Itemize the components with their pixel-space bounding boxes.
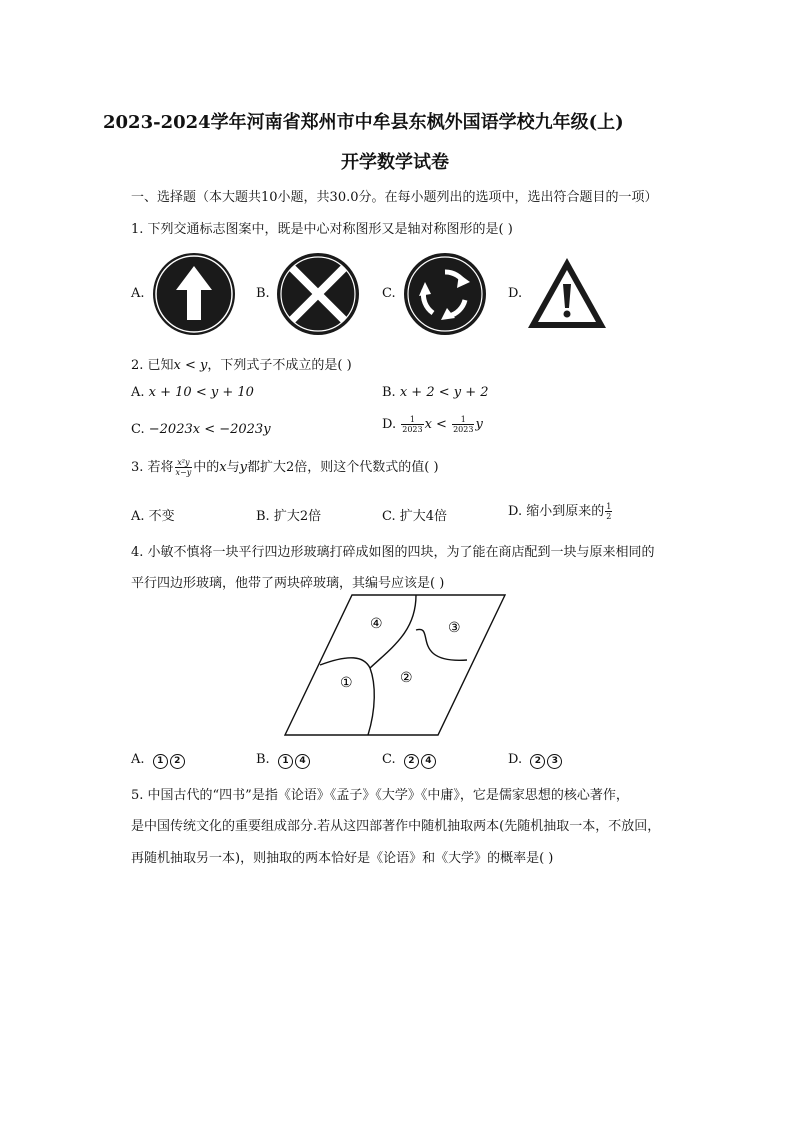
q3-option-d-text: D. 缩小到原来的 xyxy=(508,504,605,519)
q4-option-b-label: B. xyxy=(256,752,270,767)
q2-option-b xyxy=(382,385,489,400)
q4-option-d-circled-2: 3 xyxy=(547,754,562,769)
q2-option-a-text: x + 10 < y + 10 xyxy=(148,385,254,400)
q2-d-den-2: 2023 xyxy=(453,425,474,434)
q4-option-d-circled-1: 2 xyxy=(530,754,545,769)
q4-stem-line1: 4. 小敏不慎将一块平行四边形玻璃打碎成如图的四块，为了能在商店配到一块与原来相同的 xyxy=(131,545,655,560)
q4-option-a xyxy=(131,752,187,769)
parallelogram-outline xyxy=(285,595,505,735)
q5-line2: 是中国传统文化的重要组成部分.若从这四部著作中随机抽取两本(先随机抽取一本，不放回， xyxy=(131,819,661,834)
q2-option-d xyxy=(382,415,483,434)
q3-stem-mid1: 中的 xyxy=(193,460,220,475)
q4-option-d xyxy=(508,752,564,769)
q3-var-x: x xyxy=(219,460,227,475)
q2-stem-math: x < y xyxy=(173,358,208,373)
q2-d-num-1: 1 xyxy=(401,415,423,425)
q3-stem xyxy=(131,456,439,477)
q2-option-c-text: −2023x < −2023y xyxy=(148,422,271,437)
q4-option-b xyxy=(256,752,312,769)
piece-label-3: ③ xyxy=(448,620,461,636)
q2-d-den-1: 2023 xyxy=(402,425,423,434)
q2-option-a xyxy=(131,385,254,400)
q4-option-a-circled-1: 1 xyxy=(153,754,168,769)
q5-line1: 5. 中国古代的“四书”是指《论语》《孟子》《大学》《中庸》，它是儒家思想的核心著作， xyxy=(131,788,629,803)
sign-warning-icon xyxy=(526,256,608,330)
q3-fraction-num: x²y xyxy=(175,458,193,468)
q3-stem-suffix: 都扩大2倍，则这个代数式的值( ) xyxy=(247,460,439,475)
q2-option-a-label: A. xyxy=(131,385,145,400)
q1-option-d-label: D. xyxy=(508,286,523,301)
q3-stem-mid2: 与 xyxy=(226,460,240,475)
q3-d-num: 1 xyxy=(606,502,612,511)
q4-option-c-circled-2: 4 xyxy=(421,754,436,769)
q1-stem: 1. 下列交通标志图案中，既是中心对称图形又是轴对称图形的是( ) xyxy=(131,222,513,237)
q3-d-fraction xyxy=(605,502,612,521)
q3-option-b: B. 扩大2倍 xyxy=(256,509,322,524)
q4-stem-line2: 平行四边形玻璃，他带了两块碎玻璃，其编号应该是( ) xyxy=(131,576,445,591)
piece-label-4: ④ xyxy=(370,616,383,632)
q4-option-c xyxy=(382,752,438,769)
q3-stem-prefix: 3. 若将 xyxy=(131,460,174,475)
q2-d-x: x < xyxy=(424,417,447,432)
q2-d-fraction-2 xyxy=(452,415,474,434)
q4-option-a-circled-2: 2 xyxy=(170,754,185,769)
q2-d-y: y xyxy=(475,417,483,432)
broken-parallelogram-figure xyxy=(284,594,506,736)
q2-option-b-label: B. xyxy=(382,385,396,400)
page-title-line1: 2023-2024学年河南省郑州市中牟县东枫外国语学校九年级(上) xyxy=(103,112,624,133)
piece-label-2: ② xyxy=(400,670,413,686)
piece-label-1: ① xyxy=(340,675,353,691)
q4-option-c-circled-1: 2 xyxy=(404,754,419,769)
q3-option-c: C. 扩大4倍 xyxy=(382,509,448,524)
q1-option-b-label: B. xyxy=(256,286,270,301)
q2-option-b-text: x + 2 < y + 2 xyxy=(399,385,489,400)
q2-option-c-label: C. xyxy=(131,422,145,437)
q5-line3: 再随机抽取另一本)，则抽取的两本恰好是《论语》和《大学》的概率是( ) xyxy=(131,851,554,866)
q1-option-c-label: C. xyxy=(382,286,396,301)
q3-option-d xyxy=(508,500,613,521)
q1-option-a-label: A. xyxy=(131,286,145,301)
q2-stem-prefix: 2. 已知 xyxy=(131,358,174,373)
q2-d-num-2: 1 xyxy=(452,415,474,425)
q3-fraction-den: x−y xyxy=(175,468,192,477)
page-title-line2: 开学数学试卷 xyxy=(341,152,449,173)
q2-stem-suffix: ，下列式子不成立的是( ) xyxy=(207,358,352,373)
sign-roundabout-icon xyxy=(403,252,487,336)
q2-option-c xyxy=(131,422,271,437)
q4-option-c-label: C. xyxy=(382,752,396,767)
q2-stem xyxy=(131,354,352,373)
sign-x-icon xyxy=(276,252,360,336)
q4-option-b-circled-1: 1 xyxy=(278,754,293,769)
q2-d-fraction-1 xyxy=(401,415,423,434)
q4-option-b-circled-2: 4 xyxy=(295,754,310,769)
crack-line-1 xyxy=(320,658,374,735)
q3-fraction xyxy=(175,458,193,477)
q3-var-y: y xyxy=(239,460,248,475)
q4-option-d-label: D. xyxy=(508,752,523,767)
q3-option-a: A. 不变 xyxy=(131,509,175,524)
sign-arrow-up-icon xyxy=(152,252,236,336)
q4-option-a-label: A. xyxy=(131,752,145,767)
q2-option-d-label: D. xyxy=(382,417,397,432)
q3-d-den: 2 xyxy=(606,512,612,521)
section-heading: 一、选择题（本大题共10小题，共30.0分。在每小题列出的选项中，选出符合题目的一项） xyxy=(131,190,658,205)
